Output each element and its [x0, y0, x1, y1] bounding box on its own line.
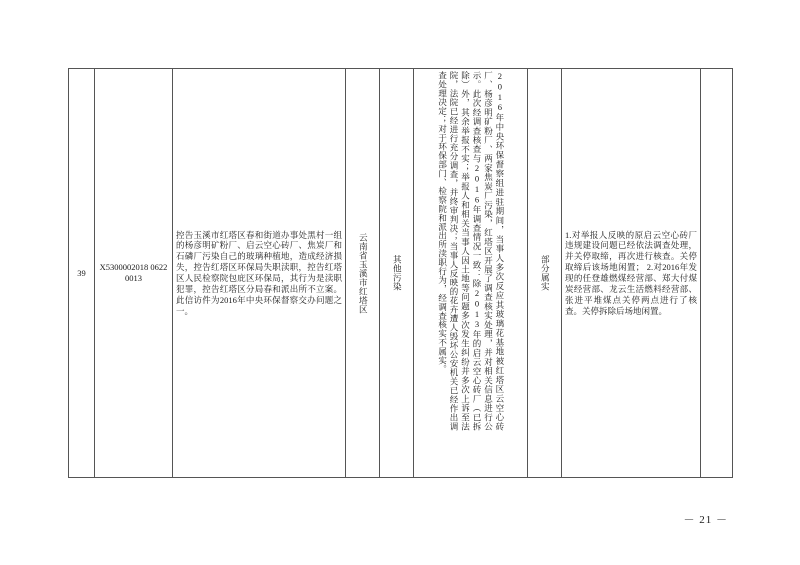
cell-attribution — [528, 69, 562, 478]
detail-vertical-wrap — [417, 71, 524, 475]
cell-region — [346, 69, 380, 478]
cell-serial-no: 39 — [69, 69, 95, 478]
cell-region-text: 云南省玉溪市红塔区 — [358, 232, 369, 314]
cell-case-code: X5300002018 06220013 — [95, 69, 173, 478]
cell-attribution-text: 部分属实 — [540, 255, 551, 291]
cell-investigation-detail-text: 2016年中央环保督察组进驻期间，当事人多次反应其玻璃花基地被红塔区云空心砖厂、杨彦明矿粉厂、两家焦炭厂污染，红塔区开展了调查核实处理，并对相关信息进行公示。此次经调查核查与2016年调查情况一致：除2013年的启云空心砖厂（已拆除）外，其余举报不实；举报人和相关当事人因土地等问题多次发生纠纷并多次上诉至法院，法院已经进行充分调查，并终审判决；当事人反映的花卉遭人毁坏公安机关已经作出调查处理决定；对于环保部门、检察院和派出所渎职行为，经调查核实不属实。 — [437, 71, 505, 431]
page-number: － 21 － — [683, 514, 728, 526]
case-table — [68, 68, 733, 478]
pollution-type-vertical-wrap — [383, 71, 410, 475]
cell-pollution-type — [380, 69, 414, 478]
cell-handling-result: 1.对举报人反映的原启云空心砖厂违规建设问题已经依法调查处理，并关停取缔，再次进行核查。关停取缔后该场地闲置； 2.对2016年发现的任登雄燃煤经营部、郑大付煤炭经营部、龙云生活燃料经营部、张进平堆煤点关停两点进行了核查。关停拆除后场地闲置。 — [562, 69, 701, 478]
cell-pollution-type-text: 其他污染 — [392, 255, 403, 291]
table-row — [69, 69, 733, 478]
region-vertical-wrap — [349, 71, 376, 475]
attribution-vertical-wrap — [531, 71, 558, 475]
cell-investigation-detail — [414, 69, 528, 478]
cell-empty-tail — [701, 69, 733, 478]
cell-description: 控告玉溪市红塔区春和街道办事处黑村一组的杨彦明矿粉厂、启云空心砖厂、焦炭厂和石磷厂污染自己的玻璃种植地，造成经济损失，控告红塔区环保局失职渎职，控告红塔区人民检察院包庇区环保局，其行为是渎职犯罪，控告红塔区分局春和派出所不立案。此信访件为2016年中央环保督察交办问题之一。 — [173, 69, 346, 478]
